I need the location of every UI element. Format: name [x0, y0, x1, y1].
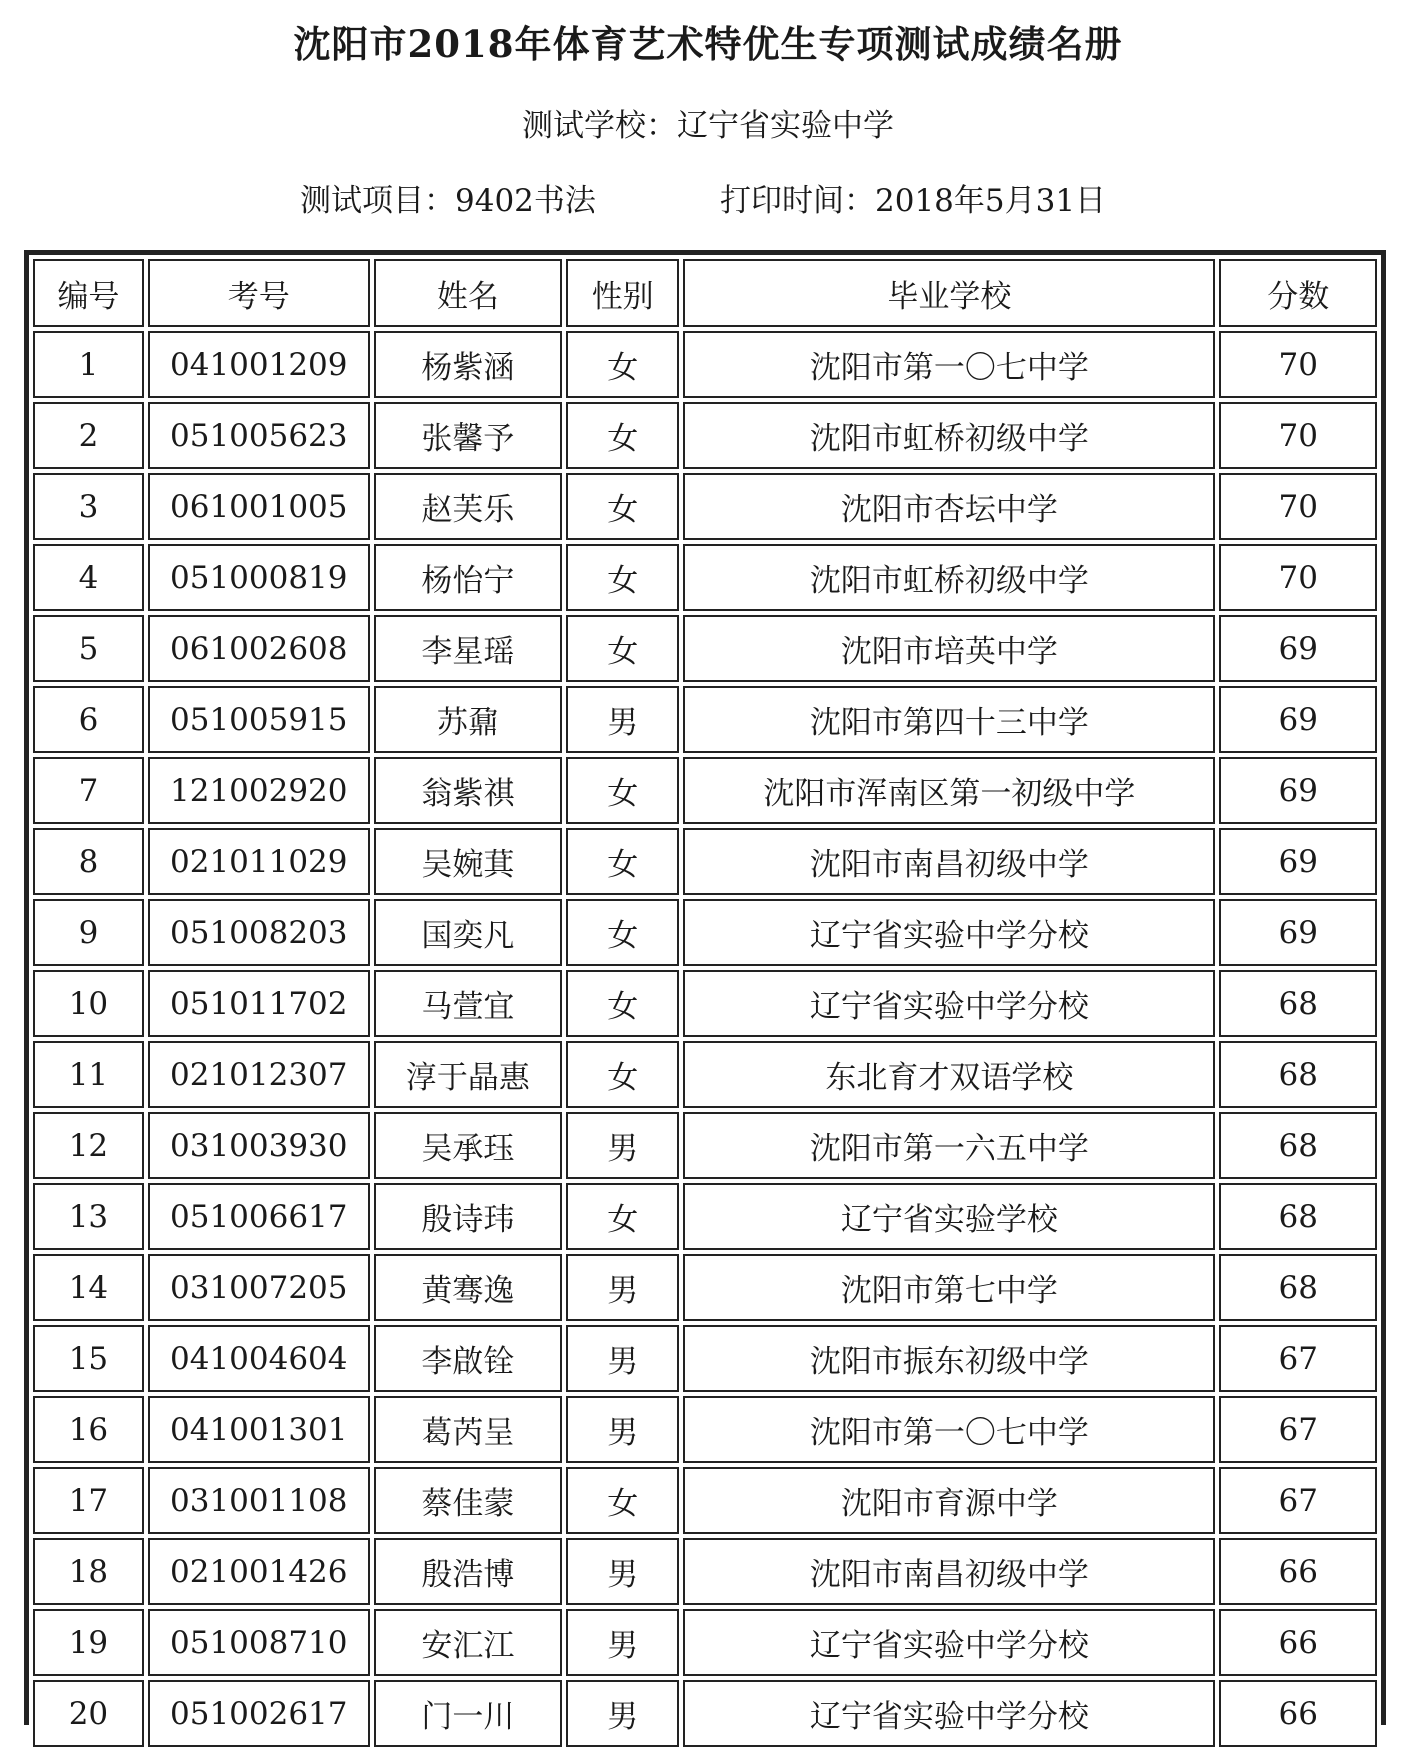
cell-graduated-school: 沈阳市南昌初级中学 — [683, 1538, 1215, 1605]
cell-exam-number: 041001301 — [148, 1396, 370, 1463]
table-row — [33, 899, 1377, 966]
cell-graduated-school: 辽宁省实验学校 — [683, 1183, 1215, 1250]
cell-exam-number: 051005623 — [148, 402, 370, 469]
cell-gender: 女 — [566, 544, 679, 611]
table-row — [33, 1041, 1377, 1108]
cell-gender: 女 — [566, 828, 679, 895]
cell-exam-number: 031007205 — [148, 1254, 370, 1321]
cell-exam-number: 031003930 — [148, 1112, 370, 1179]
cell-score: 67 — [1219, 1396, 1377, 1463]
cell-exam-number: 061002608 — [148, 615, 370, 682]
cell-name: 苏鼐 — [374, 686, 563, 753]
table-row — [33, 1183, 1377, 1250]
cell-score: 69 — [1219, 686, 1377, 753]
table-row — [33, 1609, 1377, 1676]
cell-index: 5 — [33, 615, 144, 682]
test-school-line: 测试学校：辽宁省实验中学 — [522, 108, 894, 144]
cell-score: 68 — [1219, 1183, 1377, 1250]
header-exam-number: 考号 — [148, 259, 370, 327]
cell-gender: 男 — [566, 1538, 679, 1605]
cell-graduated-school: 辽宁省实验中学分校 — [683, 970, 1215, 1037]
table-row — [33, 1467, 1377, 1534]
cell-exam-number: 021011029 — [148, 828, 370, 895]
test-project-line: 测试项目：9402书法 — [300, 183, 596, 219]
cell-gender: 女 — [566, 615, 679, 682]
cell-index: 12 — [33, 1112, 144, 1179]
cell-gender: 女 — [566, 1041, 679, 1108]
cell-exam-number: 051006617 — [148, 1183, 370, 1250]
cell-index: 6 — [33, 686, 144, 753]
cell-score: 67 — [1219, 1325, 1377, 1392]
table-row — [33, 686, 1377, 753]
cell-score: 68 — [1219, 1254, 1377, 1321]
cell-name: 殷诗玮 — [374, 1183, 563, 1250]
score-table-frame — [24, 250, 1386, 1735]
table-row — [33, 1112, 1377, 1179]
cell-index: 3 — [33, 473, 144, 540]
cell-score: 68 — [1219, 970, 1377, 1037]
cell-graduated-school: 沈阳市第一〇七中学 — [683, 1396, 1215, 1463]
header-gender: 性别 — [566, 259, 679, 327]
cell-gender: 女 — [566, 1467, 679, 1534]
cell-graduated-school: 沈阳市南昌初级中学 — [683, 828, 1215, 895]
cell-gender: 男 — [566, 1680, 679, 1747]
cell-index: 1 — [33, 331, 144, 398]
cell-graduated-school: 辽宁省实验中学分校 — [683, 1609, 1215, 1676]
cell-index: 18 — [33, 1538, 144, 1605]
cell-score: 68 — [1219, 1112, 1377, 1179]
score-table — [29, 255, 1381, 1751]
cell-index: 8 — [33, 828, 144, 895]
cell-score: 68 — [1219, 1041, 1377, 1108]
cell-gender: 女 — [566, 757, 679, 824]
cell-name: 杨怡宁 — [374, 544, 563, 611]
cell-name: 国奕凡 — [374, 899, 563, 966]
cell-exam-number: 051000819 — [148, 544, 370, 611]
table-body — [33, 331, 1377, 1747]
cell-exam-number: 061001005 — [148, 473, 370, 540]
cell-score: 70 — [1219, 544, 1377, 611]
cell-graduated-school: 沈阳市育源中学 — [683, 1467, 1215, 1534]
cell-name: 殷浩博 — [374, 1538, 563, 1605]
cell-index: 16 — [33, 1396, 144, 1463]
cell-name: 马萱宜 — [374, 970, 563, 1037]
table-row — [33, 757, 1377, 824]
cell-exam-number: 051002617 — [148, 1680, 370, 1747]
cell-exam-number: 021012307 — [148, 1041, 370, 1108]
cell-index: 9 — [33, 899, 144, 966]
cell-index: 2 — [33, 402, 144, 469]
table-row — [33, 402, 1377, 469]
cell-graduated-school: 东北育才双语学校 — [683, 1041, 1215, 1108]
cell-exam-number: 021001426 — [148, 1538, 370, 1605]
cell-name: 赵芙乐 — [374, 473, 563, 540]
cell-score: 69 — [1219, 828, 1377, 895]
cell-index: 19 — [33, 1609, 144, 1676]
cell-index: 13 — [33, 1183, 144, 1250]
table-row — [33, 473, 1377, 540]
cell-gender: 女 — [566, 331, 679, 398]
table-row — [33, 1680, 1377, 1747]
cell-score: 69 — [1219, 899, 1377, 966]
cell-score: 69 — [1219, 615, 1377, 682]
print-time-line: 打印时间：2018年5月31日 — [720, 183, 1107, 219]
cell-gender: 女 — [566, 970, 679, 1037]
cell-name: 吴婉萁 — [374, 828, 563, 895]
cell-name: 吴承珏 — [374, 1112, 563, 1179]
cell-gender: 男 — [566, 1254, 679, 1321]
cell-graduated-school: 沈阳市第一六五中学 — [683, 1112, 1215, 1179]
header-score: 分数 — [1219, 259, 1377, 327]
cell-graduated-school: 辽宁省实验中学分校 — [683, 899, 1215, 966]
cell-exam-number: 041004604 — [148, 1325, 370, 1392]
cell-name: 翁紫祺 — [374, 757, 563, 824]
table-row — [33, 544, 1377, 611]
cell-exam-number: 051008710 — [148, 1609, 370, 1676]
cell-gender: 女 — [566, 1183, 679, 1250]
document-title: 沈阳市2018年体育艺术特优生专项测试成绩名册 — [293, 22, 1123, 66]
cell-name: 张馨予 — [374, 402, 563, 469]
cell-name: 杨紫涵 — [374, 331, 563, 398]
cell-exam-number: 051008203 — [148, 899, 370, 966]
cell-graduated-school: 沈阳市浑南区第一初级中学 — [683, 757, 1215, 824]
header-index: 编号 — [33, 259, 144, 327]
header-name: 姓名 — [374, 259, 563, 327]
cell-name: 门一川 — [374, 1680, 563, 1747]
table-row — [33, 615, 1377, 682]
cell-index: 10 — [33, 970, 144, 1037]
cell-gender: 男 — [566, 1112, 679, 1179]
cell-graduated-school: 沈阳市第一〇七中学 — [683, 331, 1215, 398]
cell-gender: 男 — [566, 1396, 679, 1463]
cell-exam-number: 051005915 — [148, 686, 370, 753]
cell-score: 66 — [1219, 1680, 1377, 1747]
cell-score: 70 — [1219, 473, 1377, 540]
cell-index: 7 — [33, 757, 144, 824]
table-row — [33, 331, 1377, 398]
cell-index: 11 — [33, 1041, 144, 1108]
cell-graduated-school: 沈阳市第七中学 — [683, 1254, 1215, 1321]
cell-exam-number: 041001209 — [148, 331, 370, 398]
cell-gender: 女 — [566, 473, 679, 540]
cell-gender: 男 — [566, 1325, 679, 1392]
cell-gender: 男 — [566, 1609, 679, 1676]
cell-name: 葛芮呈 — [374, 1396, 563, 1463]
cell-gender: 男 — [566, 686, 679, 753]
cell-index: 20 — [33, 1680, 144, 1747]
cell-graduated-school: 沈阳市培英中学 — [683, 615, 1215, 682]
table-header-row — [33, 259, 1377, 327]
cell-gender: 女 — [566, 402, 679, 469]
table-row — [33, 1254, 1377, 1321]
cell-gender: 女 — [566, 899, 679, 966]
cell-index: 17 — [33, 1467, 144, 1534]
cell-name: 蔡佳蒙 — [374, 1467, 563, 1534]
cell-score: 67 — [1219, 1467, 1377, 1534]
cell-name: 李星瑶 — [374, 615, 563, 682]
cell-score: 70 — [1219, 402, 1377, 469]
cell-name: 安汇江 — [374, 1609, 563, 1676]
cell-graduated-school: 沈阳市第四十三中学 — [683, 686, 1215, 753]
cell-index: 14 — [33, 1254, 144, 1321]
cell-index: 15 — [33, 1325, 144, 1392]
table-row — [33, 1325, 1377, 1392]
cell-graduated-school: 沈阳市杏坛中学 — [683, 473, 1215, 540]
cell-name: 黄骞逸 — [374, 1254, 563, 1321]
cell-index: 4 — [33, 544, 144, 611]
cell-score: 69 — [1219, 757, 1377, 824]
cell-exam-number: 031001108 — [148, 1467, 370, 1534]
cell-exam-number: 051011702 — [148, 970, 370, 1037]
table-row — [33, 1538, 1377, 1605]
header-graduated-school: 毕业学校 — [683, 259, 1215, 327]
cell-graduated-school: 辽宁省实验中学分校 — [683, 1680, 1215, 1747]
cell-score: 66 — [1219, 1538, 1377, 1605]
cell-graduated-school: 沈阳市振东初级中学 — [683, 1325, 1215, 1392]
cell-graduated-school: 沈阳市虹桥初级中学 — [683, 402, 1215, 469]
cell-name: 淳于晶惠 — [374, 1041, 563, 1108]
cell-score: 70 — [1219, 331, 1377, 398]
cell-score: 66 — [1219, 1609, 1377, 1676]
table-row — [33, 970, 1377, 1037]
cell-exam-number: 121002920 — [148, 757, 370, 824]
table-row — [33, 1396, 1377, 1463]
cell-name: 李啟铨 — [374, 1325, 563, 1392]
table-row — [33, 828, 1377, 895]
cell-graduated-school: 沈阳市虹桥初级中学 — [683, 544, 1215, 611]
